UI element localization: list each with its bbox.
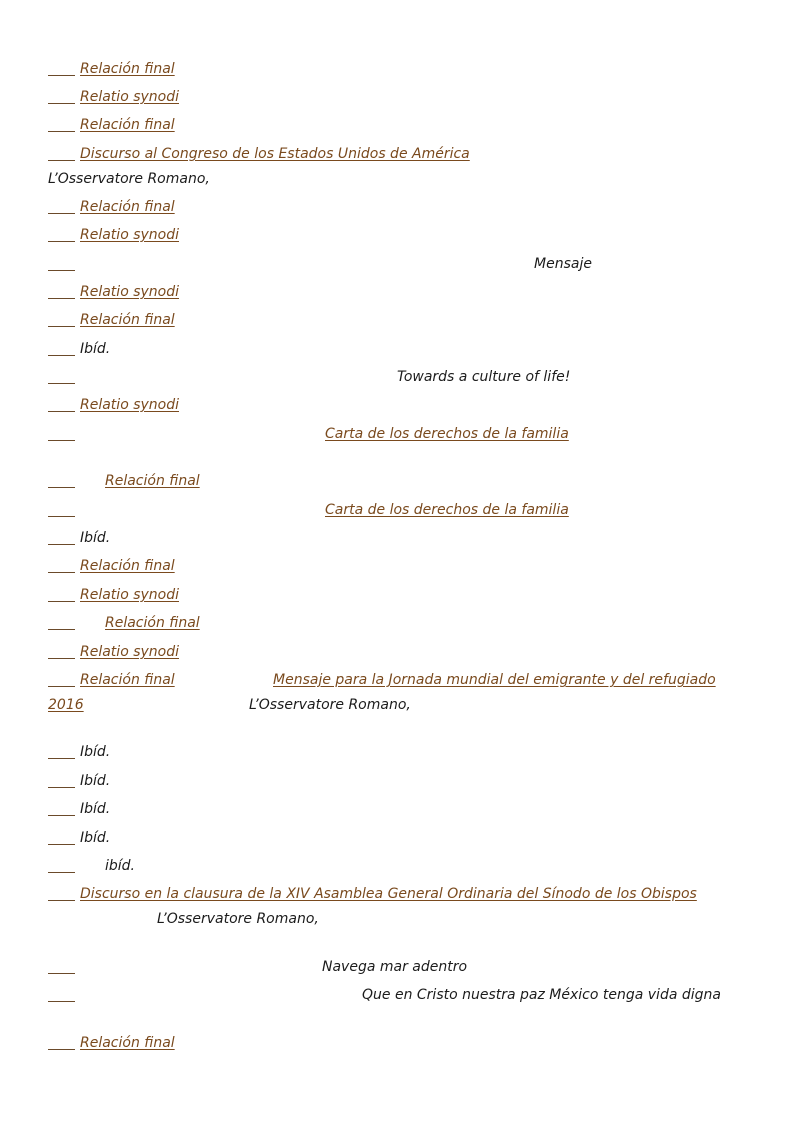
footnote-entry: [48, 255, 753, 275]
publication-title: L’Osservatore Romano,: [157, 911, 319, 927]
footnote-entry: [48, 529, 753, 549]
footnote-text: Navega mar adentro: [322, 959, 468, 975]
blank-rule: [48, 340, 75, 356]
blank-rule: [48, 800, 75, 816]
blank-rule: [48, 586, 75, 602]
footnote-text: Towards a culture of life!: [397, 369, 571, 385]
footnote-entry: [48, 643, 753, 663]
footnote-text: Ibíd.: [80, 830, 111, 846]
footnote-text: Ibíd.: [80, 773, 111, 789]
footnote-continuation: [48, 696, 753, 716]
footnote-text: Mensaje: [534, 256, 592, 272]
footnote-link[interactable]: Discurso en la clausura de la XIV Asamblea General Ordinaria del Sínodo de los Obispos: [80, 886, 697, 902]
footnote-entry: [48, 1034, 753, 1054]
footnote-entry: [48, 283, 753, 303]
footnote-entry: [48, 145, 753, 165]
footnote-link[interactable]: Relatio synodi: [80, 644, 179, 660]
publication-title: L’Osservatore Romano,: [48, 171, 210, 187]
footnote-link[interactable]: Relatio synodi: [80, 227, 179, 243]
footnote-link[interactable]: Relatio synodi: [80, 89, 179, 105]
blank-rule: [48, 311, 75, 327]
blank-rule: [48, 743, 75, 759]
footnote-link[interactable]: Relación final: [80, 199, 175, 215]
blank-rule: [48, 145, 75, 161]
footnote-link[interactable]: Relatio synodi: [80, 284, 179, 300]
footnote-entry: [48, 829, 753, 849]
footnote-entry: [48, 743, 753, 763]
footnote-entry: [48, 396, 753, 416]
footnote-entry: [48, 800, 753, 820]
footnote-entry: [48, 586, 753, 606]
blank-rule: [48, 255, 75, 271]
blank-rule: [48, 857, 75, 873]
footnote-entry: [48, 958, 753, 978]
footnote-link[interactable]: Relación final: [80, 61, 175, 77]
blank-rule: [48, 88, 75, 104]
footnote-text: Ibíd.: [80, 341, 111, 357]
footnote-link[interactable]: Mensaje para la Jornada mundial del emigrante y del refugiado: [273, 672, 716, 688]
blank-rule: [48, 396, 75, 412]
blank-rule: [48, 226, 75, 242]
footnote-continuation: [48, 910, 753, 930]
blank-rule: [48, 958, 75, 974]
blank-rule: [48, 472, 75, 488]
blank-rule: [48, 772, 75, 788]
footnote-entry: [48, 88, 753, 108]
blank-rule: [48, 643, 75, 659]
footnote-link[interactable]: Carta de los derechos de la familia: [325, 426, 569, 442]
footnote-entry: [48, 425, 753, 445]
footnote-entry: [48, 340, 753, 360]
footnote-entry: [48, 671, 753, 691]
footnote-entry: [48, 885, 753, 905]
blank-rule: [48, 1034, 75, 1050]
footnote-entry: [48, 772, 753, 792]
blank-rule: [48, 671, 75, 687]
blank-rule: [48, 425, 75, 441]
footnote-link[interactable]: Relación final: [105, 473, 200, 489]
footnote-link[interactable]: Discurso al Congreso de los Estados Unidos de América: [80, 146, 470, 162]
blank-rule: [48, 529, 75, 545]
blank-rule: [48, 557, 75, 573]
footnote-link[interactable]: Relatio synodi: [80, 397, 179, 413]
footnote-link[interactable]: Carta de los derechos de la familia: [325, 502, 569, 518]
footnote-entry: [48, 368, 753, 388]
footnote-entry: [48, 557, 753, 577]
footnote-entry: [48, 226, 753, 246]
footnote-link[interactable]: Relación final: [80, 1035, 175, 1051]
footnote-link[interactable]: Relatio synodi: [80, 587, 179, 603]
footnote-link[interactable]: Relación final: [80, 312, 175, 328]
blank-rule: [48, 986, 75, 1002]
footnote-entry: [48, 986, 753, 1006]
blank-rule: [48, 501, 75, 517]
footnote-link[interactable]: Relación final: [80, 672, 175, 688]
footnote-entry: [48, 472, 753, 492]
blank-rule: [48, 885, 75, 901]
footnote-link[interactable]: Relación final: [80, 117, 175, 133]
footnote-link[interactable]: 2016: [48, 697, 84, 713]
footnote-entry: [48, 116, 753, 136]
footnote-entry: [48, 311, 753, 331]
footnote-text: Ibíd.: [80, 801, 111, 817]
footnote-link[interactable]: Relación final: [105, 615, 200, 631]
footnote-entry: [48, 857, 753, 877]
footnote-text: Que en Cristo nuestra paz México tenga vida digna: [362, 987, 721, 1003]
footnote-entry: [48, 614, 753, 634]
footnote-text: ibíd.: [105, 858, 136, 874]
blank-rule: [48, 198, 75, 214]
publication-title: L’Osservatore Romano,: [249, 697, 411, 713]
blank-rule: [48, 60, 75, 76]
blank-rule: [48, 368, 75, 384]
footnote-entry: [48, 198, 753, 218]
blank-rule: [48, 614, 75, 630]
footnote-link[interactable]: Relación final: [80, 558, 175, 574]
footnote-continuation: [48, 170, 753, 190]
footnote-entry: [48, 501, 753, 521]
blank-rule: [48, 116, 75, 132]
footnote-text: Ibíd.: [80, 530, 111, 546]
footnote-entry: [48, 60, 753, 80]
blank-rule: [48, 829, 75, 845]
blank-rule: [48, 283, 75, 299]
footnote-text: Ibíd.: [80, 744, 111, 760]
